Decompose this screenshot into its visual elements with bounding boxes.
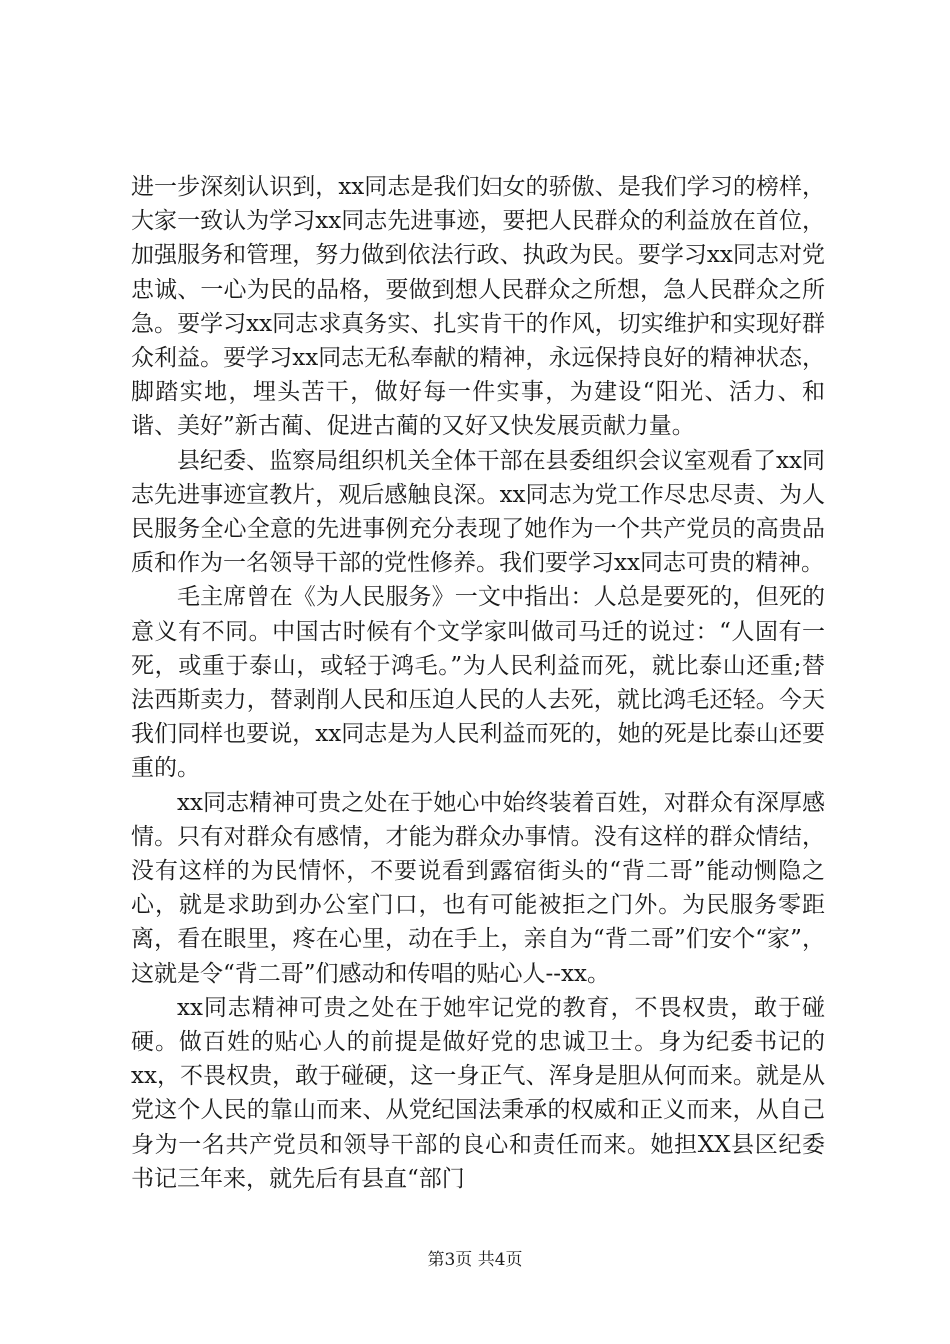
paragraph-1: 进一步深刻认识到，xx同志是我们妇女的骄傲、是我们学习的榜样，大家一致认为学习xx同志先进事迹，要把人民群众的利益放在首位，加强服务和管理，努力做到依法行政、执政为民。要学习xx同志对党忠诚、一心为民的品格，要做到想人民群众之所想，急人民群众之所急。要学习xx同志求真务实、扎实肯干的作风，切实维护和实现好群众利益。要学习xx同志无私奉献的精神，永远保持良好的精神状态，脚踏实地，埋头苦干，做好每一件实事，为建设“阳光、活力、和谐、美好”新古蔺、促进古蔺的又好又快发展贡献力量。 — [131, 174, 825, 440]
page-footer: 第3页 共4页 — [427, 1250, 523, 1270]
paragraph-4: xx同志精神可贵之处在于她心中始终装着百姓，对群众有深厚感情。只有对群众有感情，才能为群众办事情。没有这样的群众情结，没有这样的为民情怀，不要说看到露宿街头的“背二哥”能动恻隐之心，就是求助到办公室门口，也有可能被拒之门外。为民服务零距离，看在眼里，疼在心里，动在手上，亲自为“背二哥”们安个“家”，这就是令“背二哥”们感动和传唱的贴心人--xx。 — [131, 789, 825, 987]
document-body — [131, 170, 825, 1196]
paragraph-5: xx同志精神可贵之处在于她牢记党的教育，不畏权贵，敢于碰硬。做百姓的贴心人的前提是做好党的忠诚卫士。身为纪委书记的xx，不畏权贵，敢于碰硬，这一身正气、浑身是胆从何而来。就是从党这个人民的靠山而来、从党纪国法秉承的权威和正义而来，从自己身为一名共产党员和领导干部的良心和责任而来。她担XX县区纪委书记三年来，就先后有县直“部门 — [131, 994, 825, 1192]
paragraph-3: 毛主席曾在《为人民服务》一文中指出：人总是要死的，但死的意义有不同。中国古时候有个文学家叫做司马迁的说过：“人固有一死，或重于泰山，或轻于鸿毛。”为人民利益而死，就比泰山还重;替法西斯卖力，替剥削人民和压迫人民的人去死，就比鸿毛还轻。今天我们同样也要说，xx同志是为人民利益而死的，她的死是比泰山还要重的。 — [131, 584, 825, 782]
paragraph-2: 县纪委、监察局组织机关全体干部在县委组织会议室观看了xx同志先进事迹宣教片，观后感触良深。xx同志为党工作尽忠尽责、为人民服务全心全意的先进事例充分表现了她作为一个共产党员的高贵品质和作为一名领导干部的党性修养。我们要学习xx同志可贵的精神。 — [131, 447, 825, 577]
